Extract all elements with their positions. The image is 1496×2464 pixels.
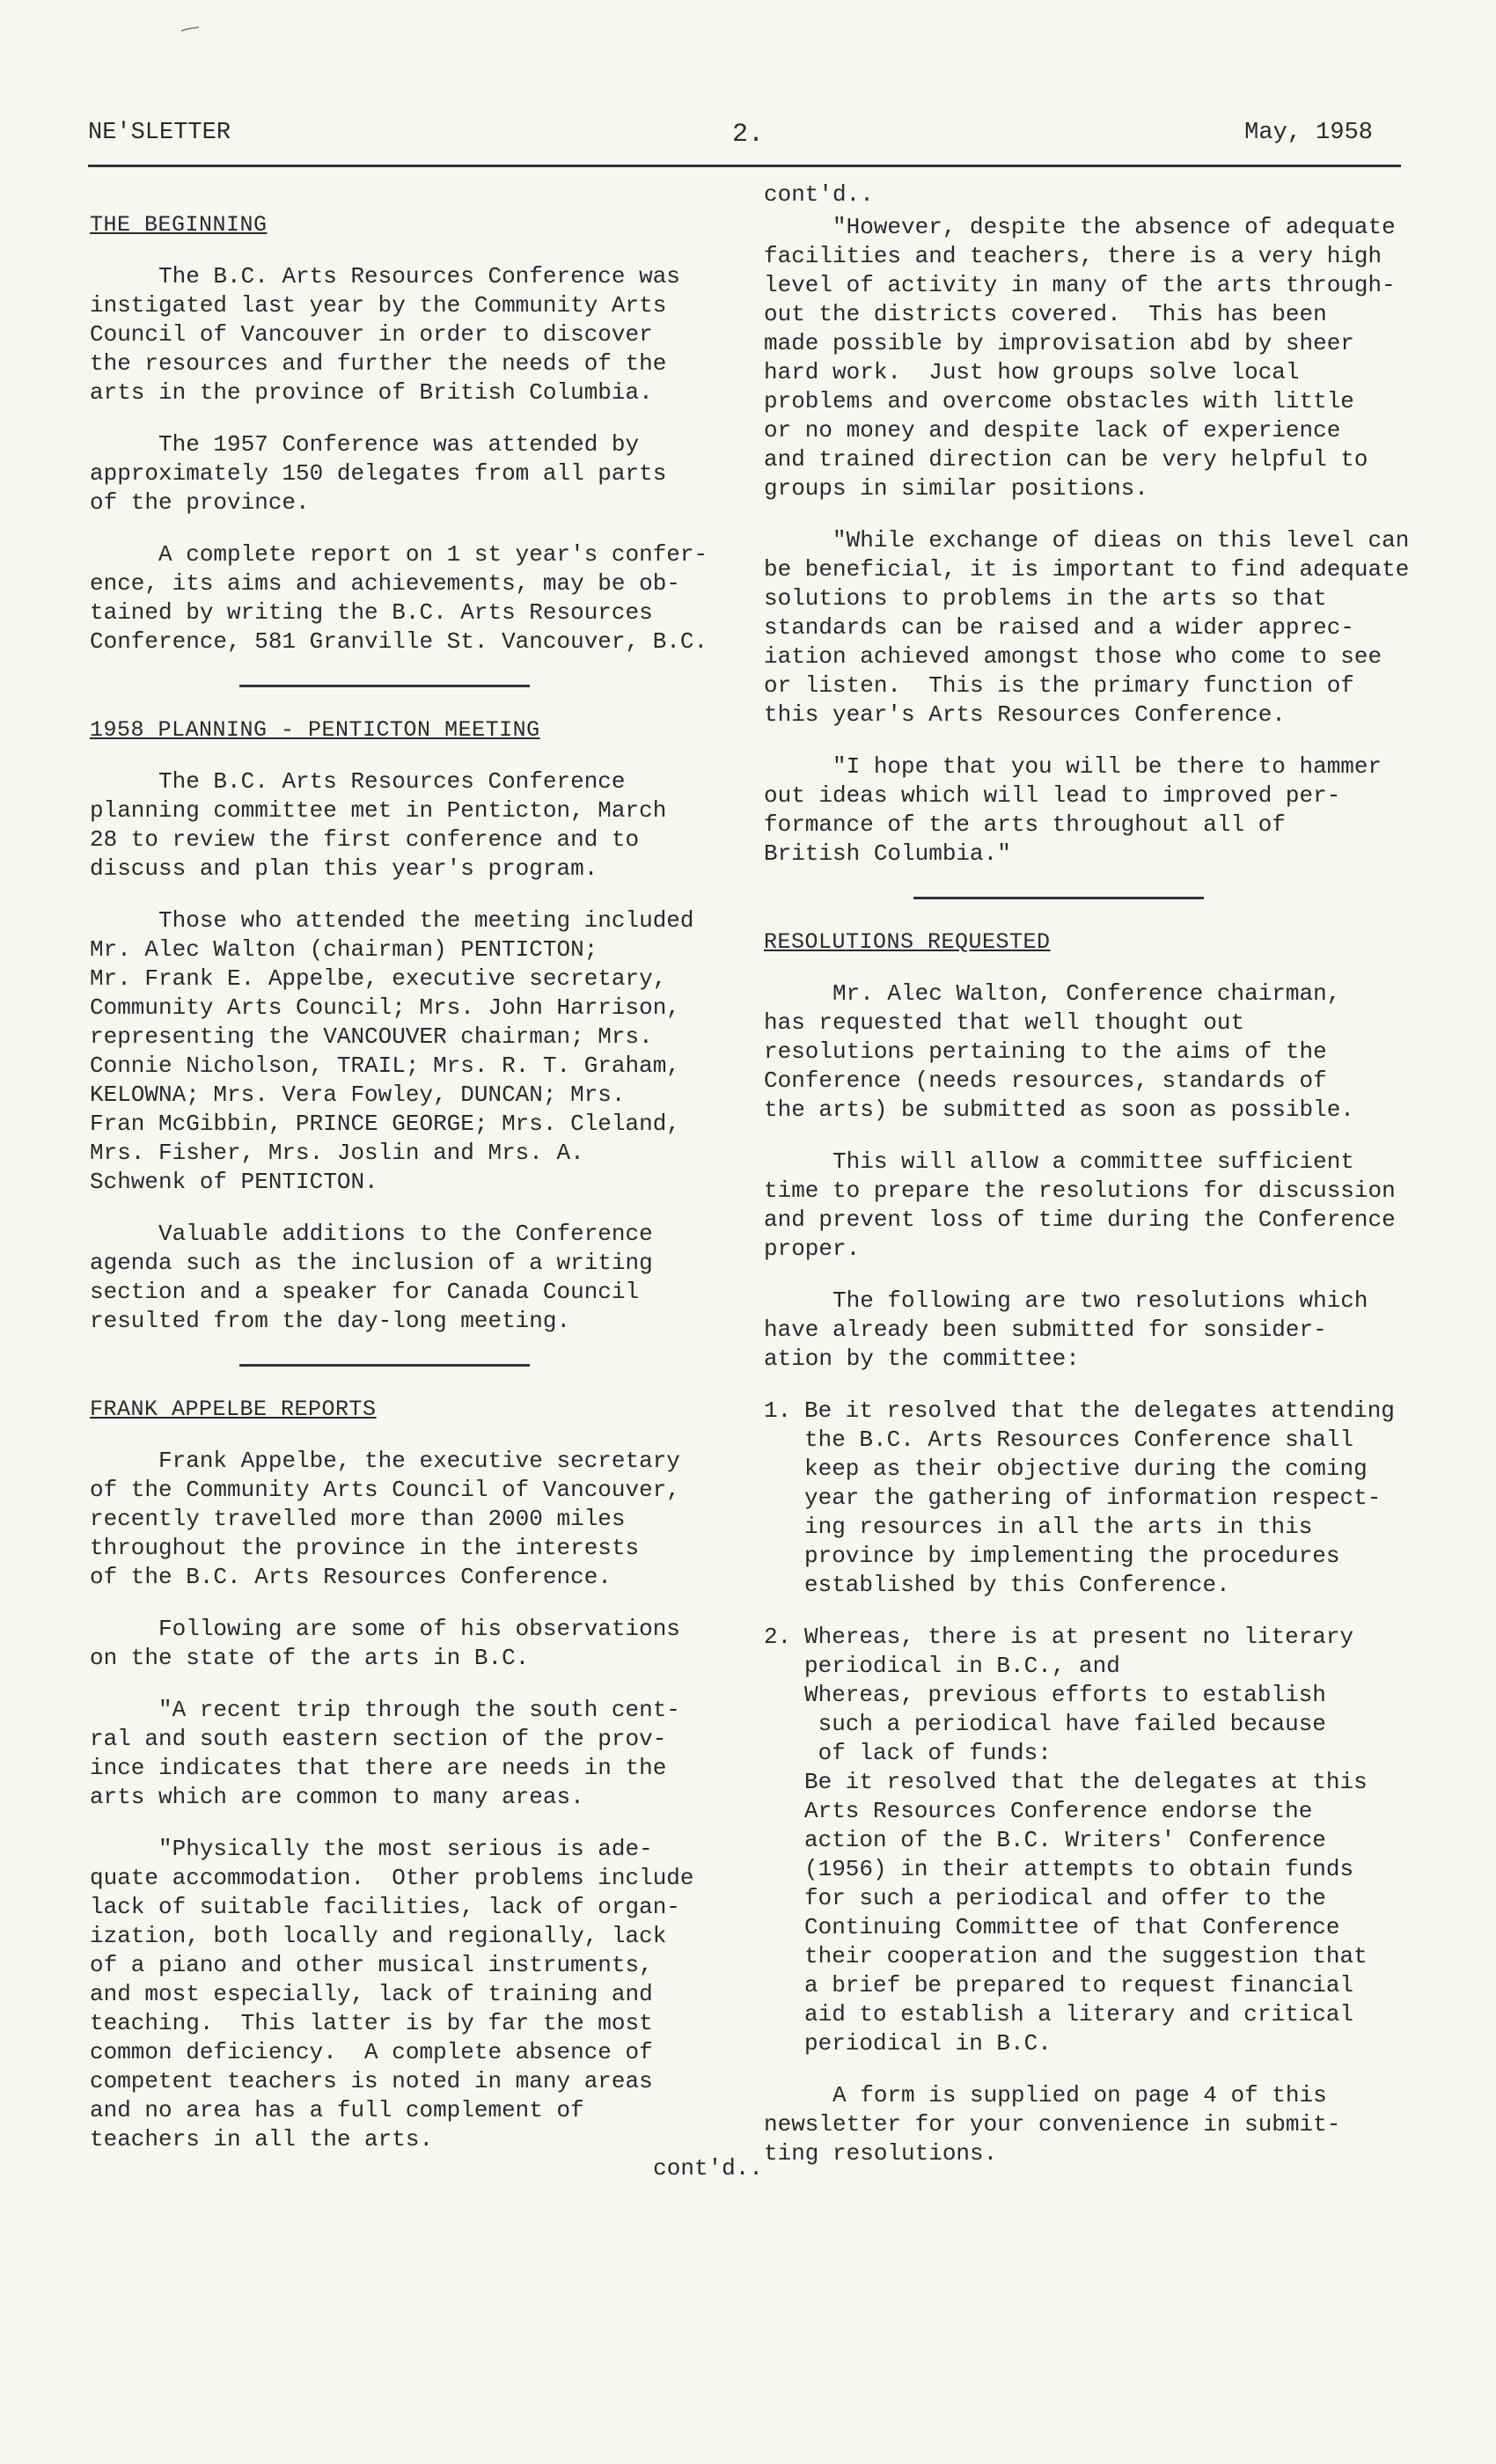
resolution-item-2 xyxy=(764,1623,1468,2058)
observations-paragraph-1: "However, despite the absence of adequate facilities and teachers, there is a very high level of activity in many of the arts through- out the districts covered. This has been made possible by improvisation abd by sheer hard work. Just how groups solve local problems and overcome obstacles with little or no money and despite lack of experience and trained direction can be very helpful to groups in similar positions. xyxy=(764,214,1396,502)
heading-penticton-meeting: 1958 PLANNING - PENTICTON MEETING xyxy=(90,717,540,743)
beginning-paragraph-2: The 1957 Conference was attended by approximately 150 delegates from all parts of the province. xyxy=(90,431,667,516)
appelbe-paragraph-4: "Physically the most serious is ade- quate accommodation. Other problems include lack of suitable facilities, lack of organ- ization, both locally and regionally, lack of a piano and other musical instruments, and most especially, lack of training and teaching. This latter is by far the most common deficiency. A complete absence of competent teachers is noted in many areas and no area has a full complement of teachers in all the arts. xyxy=(90,1836,694,2152)
heading-resolutions-requested: RESOLUTIONS REQUESTED xyxy=(764,929,1051,955)
heading-the-beginning: THE BEGINNING xyxy=(90,212,268,238)
resolution-text: Whereas, there is at present no literary periodical in B.C., and Whereas, previous efforts to establish such a periodical have failed because of lack of funds: Be it resolved that the delegates at this Arts Resources Conference endorse the action of the B.C. Writers' Conference (1956) in their attempts to obtain funds for such a periodical and offer to the Continuing Committee of that Conference their cooperation and the suggestion that a brief be prepared to request financial aid to establish a literary and critical periodical in B.C. xyxy=(804,1624,1368,2057)
resolutions-paragraph-3: The following are two resolutions which have already been submitted for sonsider- ation by the committee: xyxy=(764,1287,1368,1372)
newsletter-label: NE'SLETTER xyxy=(88,120,231,146)
resolutions-paragraph-4: A form is supplied on page 4 of this newsletter for your convenience in submit- ting resolutions. xyxy=(764,2082,1341,2167)
appelbe-paragraph-1: Frank Appelbe, the executive secretary of the Community Arts Council of Vancouver, recently travelled more than 2000 miles throughout the province in the interests of the B.C. Arts Resources Conference. xyxy=(90,1448,680,1590)
header-rule xyxy=(88,165,1401,167)
planning-paragraph-1: The B.C. Arts Resources Conference planning committee met in Penticton, March 28 to review the first conference and to discuss and plan this year's program. xyxy=(90,768,667,882)
resolution-text: Be it resolved that the delegates attending the B.C. Arts Resources Conference shall keep as their objective during the coming year the gathering of information respect- ing resources in all the arts in this province by implementing the procedures established by this Conference. xyxy=(804,1397,1395,1598)
observations-paragraph-3: "I hope that you will be there to hammer out ideas which will lead to improved per- formance of the arts throughout all of British Columbia." xyxy=(764,753,1382,867)
observations-paragraph-2: "While exchange of dieas on this level can be beneficial, it is important to find adequate solutions to problems in the arts so that standards can be raised and a wider apprec- iation achieved amongst those who come to see or listen. This is the primary function of this year's Arts Resources Conference. xyxy=(764,527,1410,728)
heading-appelbe-reports: FRANK APPELBE REPORTS xyxy=(90,1397,377,1422)
page-number: 2. xyxy=(732,120,765,150)
left-column xyxy=(90,180,772,2183)
continued-header: cont'd.. xyxy=(764,181,874,208)
resolution-item-1 xyxy=(764,1397,1468,1600)
resolution-number: 2. xyxy=(764,1624,792,1650)
resolutions-paragraph-1: Mr. Alec Walton, Conference chairman, has requested that well thought out resolutions pertaining to the aims of the Conference (needs resources, standards of the arts) be submitted as soon as possible. xyxy=(764,980,1354,1123)
resolutions-paragraph-2: This will allow a committee sufficient time to prepare the resolutions for discussion and prevent loss of time during the Conference proper. xyxy=(764,1148,1396,1262)
beginning-paragraph-1: The B.C. Arts Resources Conference was instigated last year by the Community Arts Council of Vancouver in order to discover the resources and further the needs of the arts in the province of British Columbia. xyxy=(90,263,680,406)
continued-note: cont'd.. xyxy=(653,2155,763,2182)
beginning-paragraph-3: A complete report on 1 st year's confer- ence, its aims and achievements, may be ob- tained by writing the B.C. Arts Resources Conference, 581 Granville St. Vancouver, B.C. xyxy=(90,541,708,655)
appelbe-paragraph-2: Following are some of his observations on the state of the arts in B.C. xyxy=(90,1616,680,1671)
ink-speck xyxy=(180,26,200,32)
issue-date: May, 1958 xyxy=(1244,120,1373,146)
planning-paragraph-3: Valuable additions to the Conference agenda such as the inclusion of a writing section and a speaker for Canada Council resulted from the day-long meeting. xyxy=(90,1221,653,1334)
planning-paragraph-2: Those who attended the meeting included Mr. Alec Walton (chairman) PENTICTON; Mr. Frank E. Appelbe, executive secretary, Community Arts Council; Mrs. John Harrison, representing the VANCOUVER chairman; Mrs. Connie Nicholson, TRAIL; Mrs. R. T. Graham, KELOWNA; Mrs. Vera Fowley, DUNCAN; Mrs. Fran McGibbin, PRINCE GEORGE; Mrs. Cleland, Mrs. Fisher, Mrs. Joslin and Mrs. A. Schwenk of PENTICTON. xyxy=(90,907,694,1195)
right-column xyxy=(764,180,1468,2168)
resolution-number: 1. xyxy=(764,1397,792,1424)
page-header xyxy=(88,120,1399,155)
appelbe-paragraph-3: "A recent trip through the south cent- ral and south eastern section of the prov- ince indicates that there are needs in the arts which are common to many areas. xyxy=(90,1697,680,1810)
